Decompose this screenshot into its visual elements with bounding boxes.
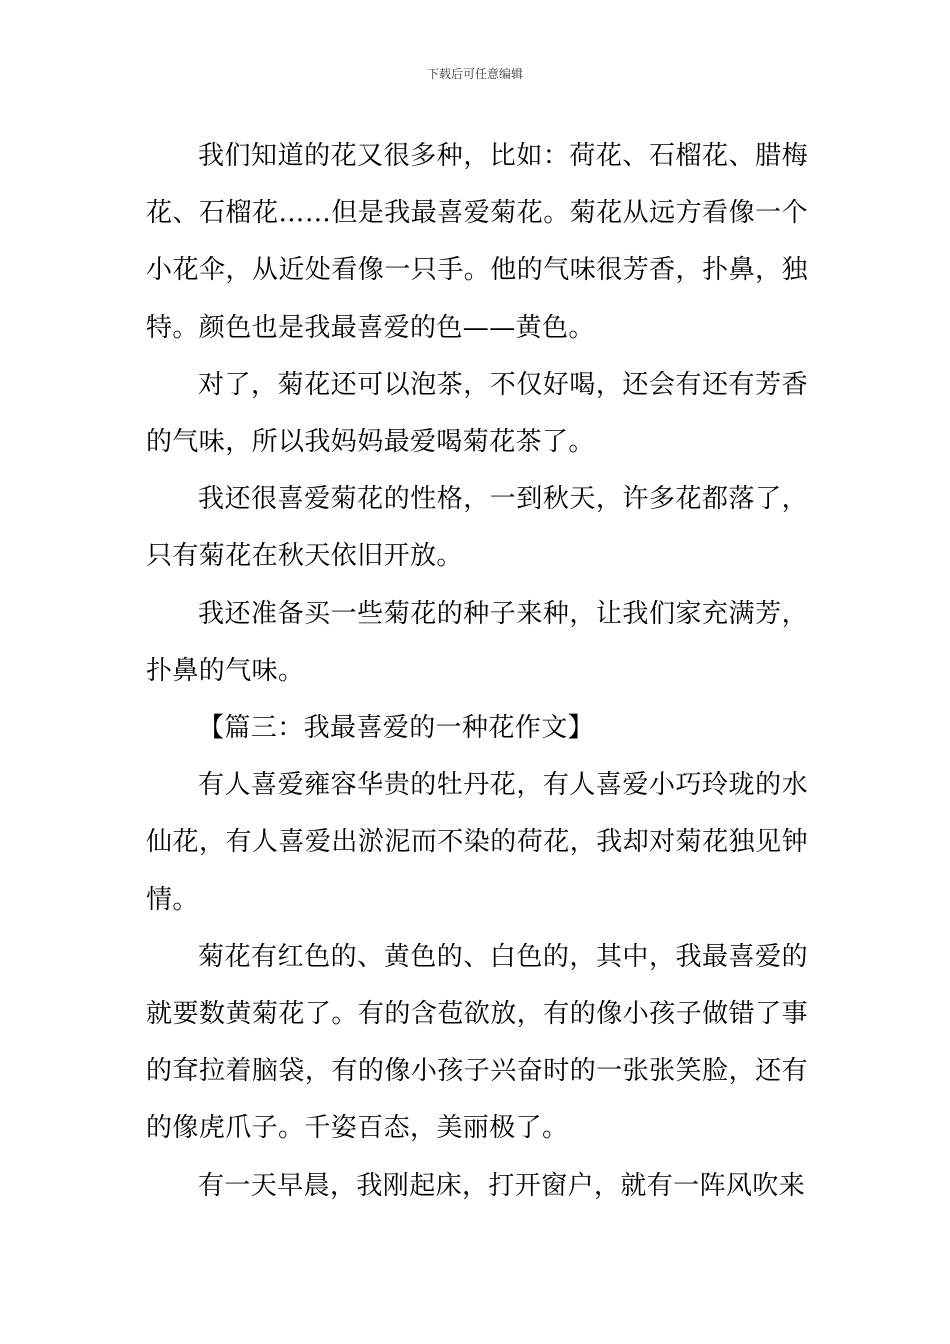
paragraph: 对了，菊花还可以泡茶，不仅好喝，还会有还有芳香的气味，所以我妈妈最爱喝菊花茶了。	[146, 369, 808, 458]
paragraph: 有人喜爱雍容华贵的牡丹花，有人喜爱小巧玲珑的水仙花，有人喜爱出淤泥而不染的荷花，我却对菊花独见钟情。	[146, 770, 808, 915]
paragraph: 我还很喜爱菊花的性格，一到秋天，许多花都落了，只有菊花在秋天依旧开放。	[146, 484, 808, 572]
page-header: 下载后可任意编辑	[426, 67, 523, 81]
paragraph: 菊花有红色的、黄色的、白色的，其中，我最喜爱的就要数黄菊花了。有的含苞欲放，有的像小孩子做错了事的耷拉着脑袋，有的像小孩子兴奋时的一张张笑脸，还有的像虎爪子。千姿百态，美丽极了。	[146, 941, 808, 1144]
section-heading: 【篇三：我最喜爱的一种花作文】	[198, 713, 595, 744]
paragraph: 我还准备买一些菊花的种子来种，让我们家充满芳，扑鼻的气味。	[146, 598, 808, 686]
paragraph: 有一天早晨，我刚起床，打开窗户，就有一阵风吹来	[198, 1170, 806, 1201]
document-body	[146, 128, 808, 1215]
paragraph: 我们知道的花又很多种，比如：荷花、石榴花、腊梅花、石榴花……但是我最喜爱菊花。菊花从远方看像一个小花伞，从近处看像一只手。他的气味很芳香，扑鼻，独特。颜色也是我最喜爱的色——黄色。	[146, 141, 808, 343]
